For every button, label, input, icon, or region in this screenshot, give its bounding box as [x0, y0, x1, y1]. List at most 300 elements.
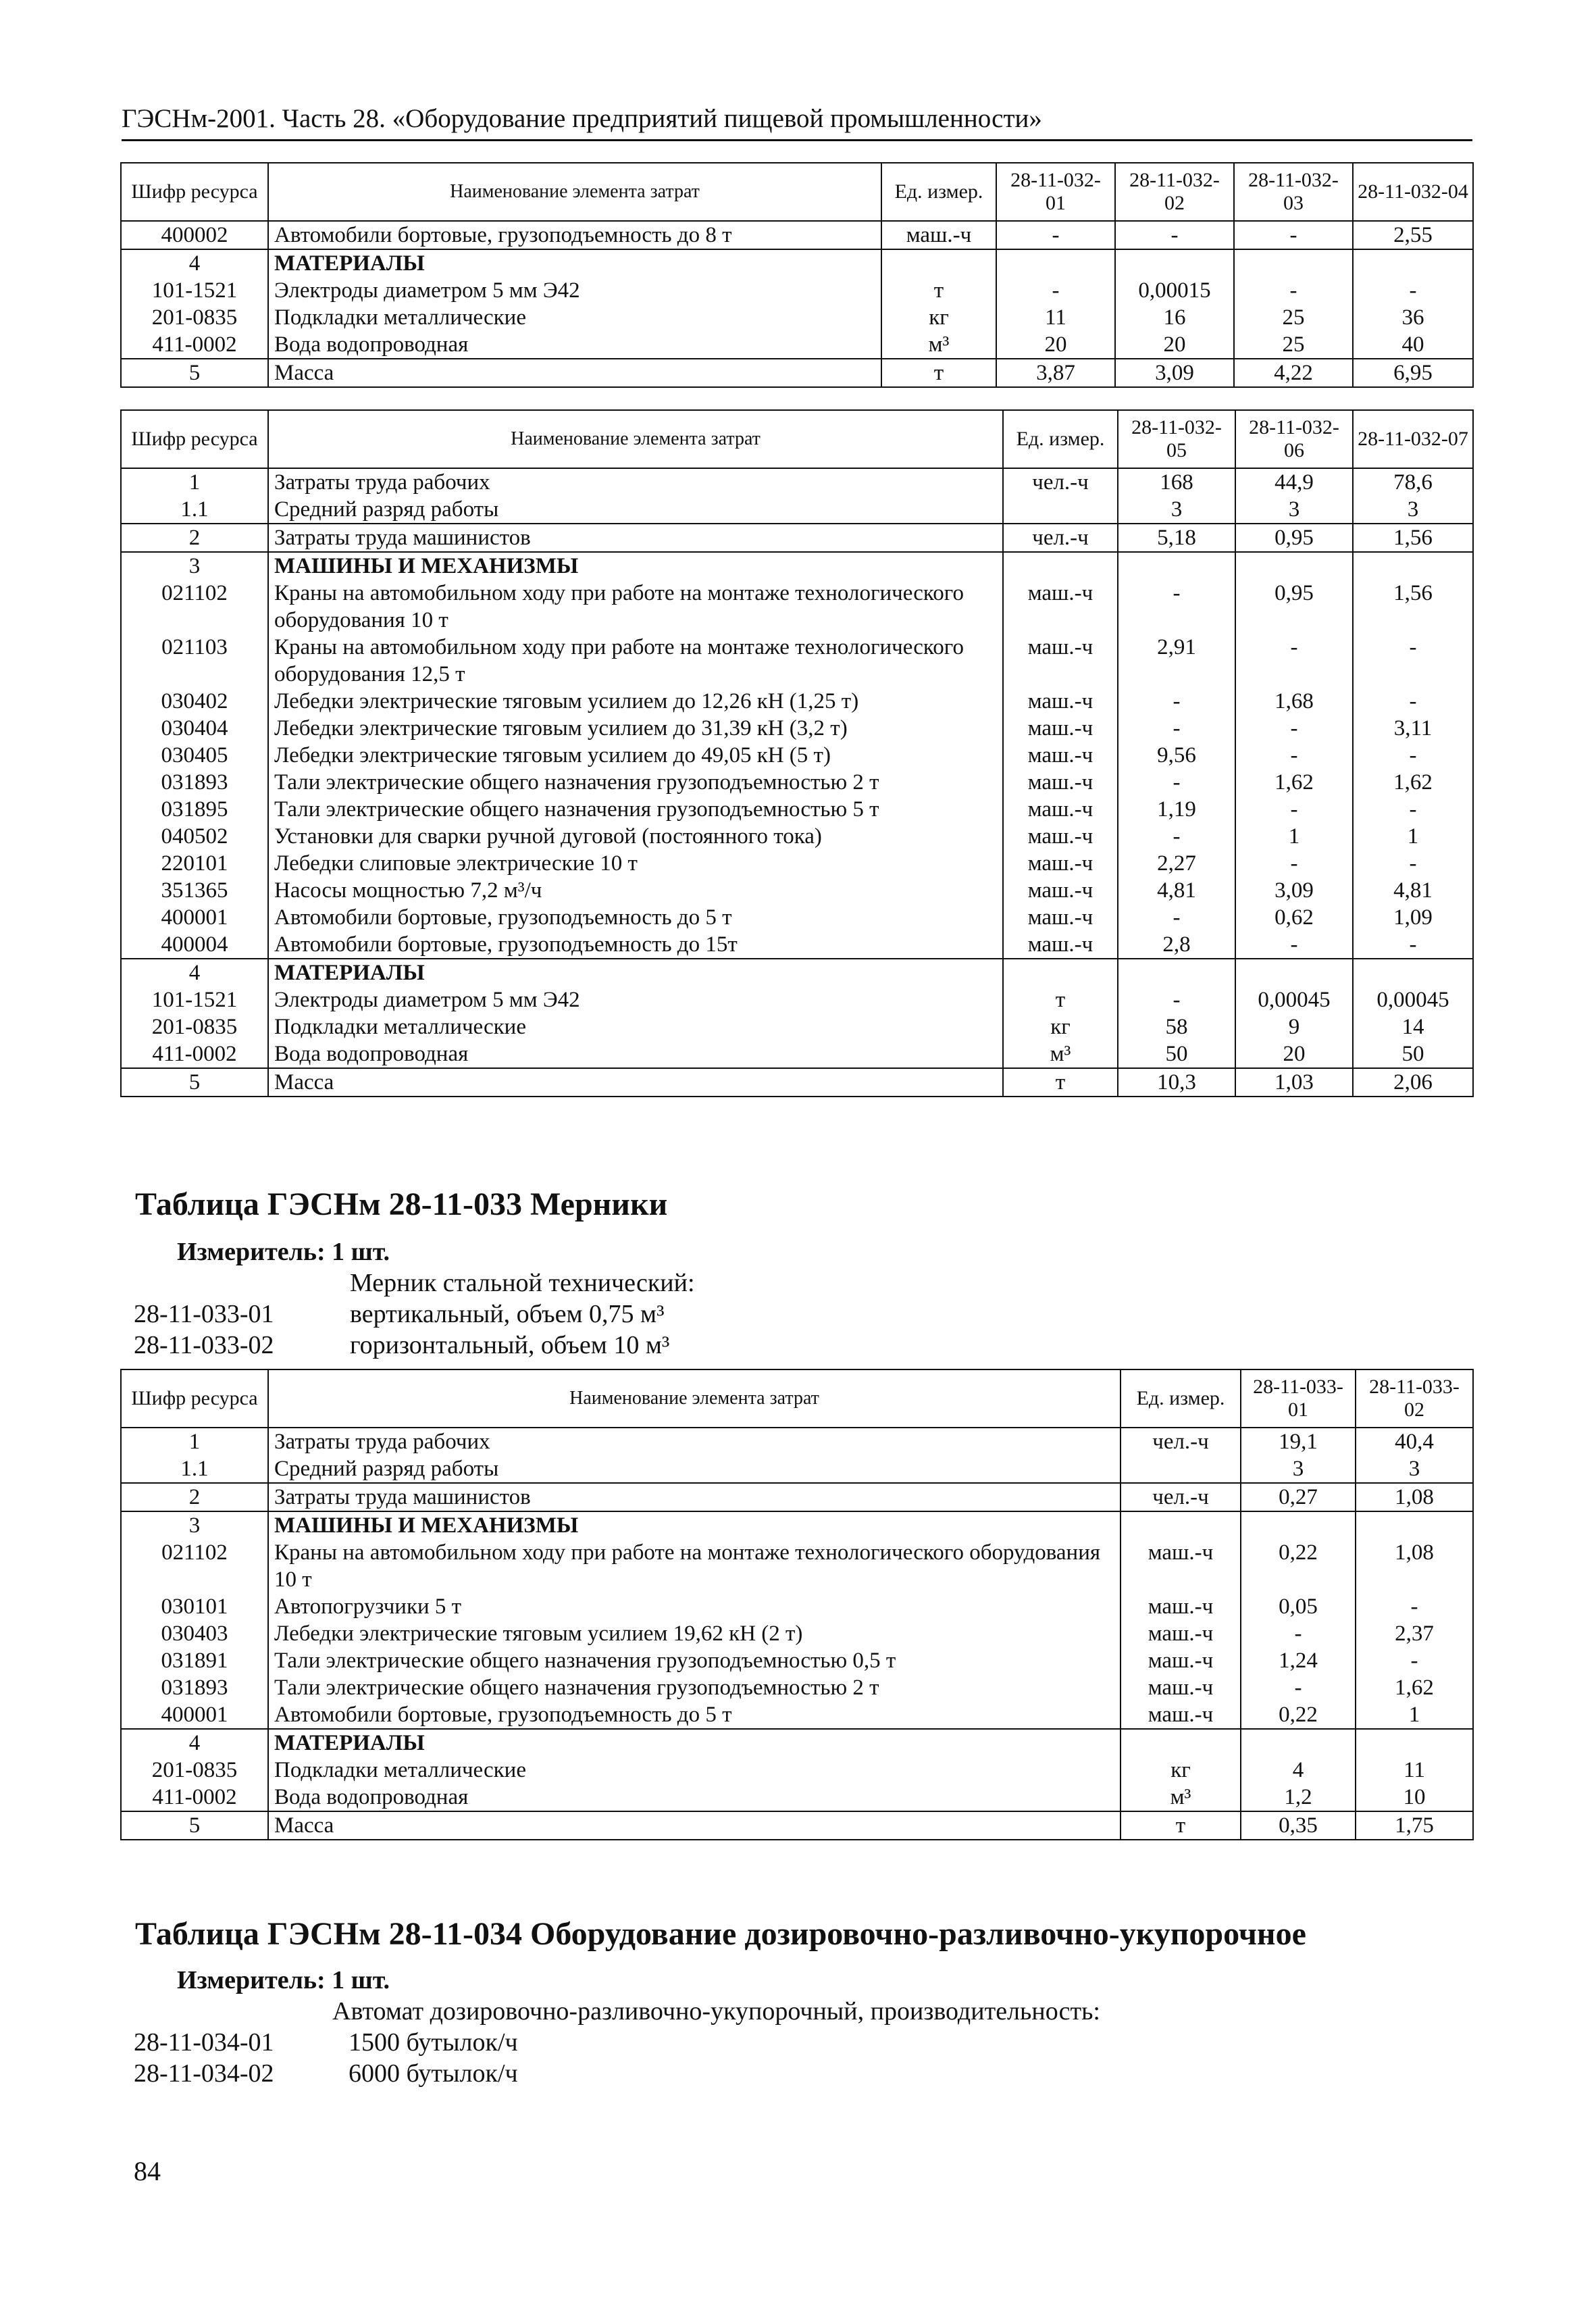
- value-cell: [1356, 1729, 1473, 1757]
- cost-item-name-cell: Подкладки металлические: [268, 304, 881, 331]
- resource-code-cell: 031893: [121, 1674, 268, 1701]
- value-cell: 0,27: [1241, 1483, 1356, 1511]
- resource-code-cell: 5: [121, 359, 268, 387]
- table-row: [121, 1784, 1473, 1811]
- table-row: [121, 1068, 1473, 1097]
- cost-item-name-cell: МАШИНЫ И МЕХАНИЗМЫ: [268, 1511, 1121, 1539]
- cost-item-name-cell: Краны на автомобильном ходу при работе на монтаже технологического оборудования 12,5 т: [268, 634, 1003, 688]
- value-cell: 3,11: [1353, 715, 1473, 742]
- table-034-meter: Измеритель: 1 шт.: [177, 1966, 390, 1994]
- value-cell: 36: [1353, 304, 1473, 331]
- resource-code-cell: 5: [121, 1068, 268, 1097]
- table-row: [121, 769, 1473, 796]
- header-cell: 28-11-032-03: [1234, 163, 1353, 221]
- cost-item-name-cell: Насосы мощностью 7,2 м³/ч: [268, 877, 1003, 904]
- value-cell: -: [1235, 634, 1353, 688]
- unit-cell: маш.-ч: [1121, 1620, 1241, 1647]
- unit-cell: маш.-ч: [1121, 1674, 1241, 1701]
- table-row: [121, 1539, 1473, 1593]
- cost-item-name-cell: Затраты труда рабочих: [268, 468, 1003, 496]
- cost-item-name-cell: Лебедки электрические тяговым усилием до 31,39 кН (3,2 т): [268, 715, 1003, 742]
- value-cell: 20: [996, 331, 1115, 359]
- value-cell: -: [1235, 715, 1353, 742]
- unit-cell: чел.-ч: [1003, 468, 1118, 496]
- value-cell: 50: [1118, 1040, 1235, 1068]
- unit-cell: маш.-ч: [1003, 580, 1118, 634]
- value-cell: [1235, 552, 1353, 580]
- value-cell: [1241, 1511, 1356, 1539]
- unit-cell: [1121, 1729, 1241, 1757]
- unit-cell: маш.-ч: [881, 221, 996, 249]
- value-cell: -: [1118, 715, 1235, 742]
- header-row: [121, 410, 1473, 468]
- table-row: [121, 1811, 1473, 1840]
- value-cell: [1235, 959, 1353, 986]
- value-cell: 1,56: [1353, 524, 1473, 552]
- value-cell: 2,27: [1118, 850, 1235, 877]
- value-cell: -: [1356, 1647, 1473, 1674]
- table-033-meter: Измеритель: 1 шт.: [177, 1238, 390, 1266]
- cost-item-name-cell: МАШИНЫ И МЕХАНИЗМЫ: [268, 552, 1003, 580]
- table-row: [121, 688, 1473, 715]
- table-row: [121, 959, 1473, 986]
- cost-item-name-cell: Средний разряд работы: [268, 1455, 1121, 1483]
- value-cell: -: [1235, 850, 1353, 877]
- cost-item-name-cell: Масса: [268, 1811, 1121, 1840]
- unit-cell: кг: [1121, 1757, 1241, 1784]
- header-cell: Наименование элемента затрат: [268, 163, 881, 221]
- value-cell: 78,6: [1353, 468, 1473, 496]
- value-cell: 0,95: [1235, 580, 1353, 634]
- table-row: [121, 1511, 1473, 1539]
- unit-cell: т: [1121, 1811, 1241, 1840]
- unit-cell: маш.-ч: [1003, 850, 1118, 877]
- cost-item-name-cell: Затраты труда рабочих: [268, 1428, 1121, 1455]
- table-row: [121, 1040, 1473, 1068]
- header-cell: Ед. измер.: [1003, 410, 1118, 468]
- unit-cell: кг: [881, 304, 996, 331]
- header-cell: 28-11-032-04: [1353, 163, 1473, 221]
- value-cell: [1353, 959, 1473, 986]
- value-cell: 0,22: [1241, 1539, 1356, 1593]
- value-cell: 1,24: [1241, 1647, 1356, 1674]
- resource-code-cell: 2: [121, 524, 268, 552]
- unit-cell: маш.-ч: [1121, 1647, 1241, 1674]
- resource-code-cell: 031891: [121, 1647, 268, 1674]
- value-cell: 1,03: [1235, 1068, 1353, 1097]
- value-cell: -: [1234, 221, 1353, 249]
- value-cell: -: [1235, 796, 1353, 823]
- unit-cell: маш.-ч: [1003, 877, 1118, 904]
- resource-code-cell: 101-1521: [121, 277, 268, 304]
- resource-code-cell: 400001: [121, 1701, 268, 1729]
- value-cell: 10: [1356, 1784, 1473, 1811]
- value-cell: -: [996, 221, 1115, 249]
- value-cell: 11: [1356, 1757, 1473, 1784]
- value-cell: -: [1241, 1674, 1356, 1701]
- header-cell: 28-11-032-02: [1115, 163, 1234, 221]
- table-row: [121, 823, 1473, 850]
- resource-code-cell: 030404: [121, 715, 268, 742]
- table-row: [121, 304, 1473, 331]
- value-cell: 2,06: [1353, 1068, 1473, 1097]
- table-row: [121, 468, 1473, 496]
- value-cell: [1353, 249, 1473, 277]
- table-row: [121, 552, 1473, 580]
- value-cell: 0,35: [1241, 1811, 1356, 1840]
- resource-code-cell: 1.1: [121, 496, 268, 524]
- value-cell: 1,75: [1356, 1811, 1473, 1840]
- value-cell: -: [1118, 688, 1235, 715]
- value-cell: 40,4: [1356, 1428, 1473, 1455]
- page-header: ГЭСНм-2001. Часть 28. «Оборудование предприятий пищевой промышленности»: [122, 101, 1472, 141]
- value-cell: -: [1118, 986, 1235, 1013]
- value-cell: 3: [1241, 1455, 1356, 1483]
- value-cell: [1234, 249, 1353, 277]
- header-cell: 28-11-033-01: [1241, 1369, 1356, 1428]
- value-cell: 1,62: [1356, 1674, 1473, 1701]
- table-034-description: Автомат дозировочно-разливочно-укупорочный, производительность:: [332, 1997, 1100, 2026]
- value-cell: -: [1353, 850, 1473, 877]
- value-cell: 14: [1353, 1013, 1473, 1040]
- table-034-item-code: 28-11-034-02: [134, 2059, 274, 2088]
- value-cell: 2,55: [1353, 221, 1473, 249]
- value-cell: 4: [1241, 1757, 1356, 1784]
- cost-item-name-cell: МАТЕРИАЛЫ: [268, 1729, 1121, 1757]
- unit-cell: [1121, 1455, 1241, 1483]
- cost-item-name-cell: Затраты труда машинистов: [268, 1483, 1121, 1511]
- cost-item-name-cell: Электроды диаметром 5 мм Э42: [268, 277, 881, 304]
- value-cell: 25: [1234, 331, 1353, 359]
- cost-item-name-cell: Лебедки электрические тяговым усилием до 12,26 кН (1,25 т): [268, 688, 1003, 715]
- unit-cell: [1121, 1511, 1241, 1539]
- table-row: [121, 249, 1473, 277]
- value-cell: [1353, 552, 1473, 580]
- table-row: [121, 1674, 1473, 1701]
- value-cell: -: [1234, 277, 1353, 304]
- cost-item-name-cell: Краны на автомобильном ходу при работе на монтаже технологического оборудования 10 т: [268, 1539, 1121, 1593]
- value-cell: -: [1118, 904, 1235, 931]
- table-row: [121, 1757, 1473, 1784]
- header-cell: 28-11-032-01: [996, 163, 1115, 221]
- header-cell: Ед. измер.: [881, 163, 996, 221]
- cost-item-name-cell: МАТЕРИАЛЫ: [268, 959, 1003, 986]
- value-cell: 58: [1118, 1013, 1235, 1040]
- value-cell: 0,22: [1241, 1701, 1356, 1729]
- value-cell: 4,81: [1353, 877, 1473, 904]
- table-row: [121, 634, 1473, 688]
- resource-code-cell: 030405: [121, 742, 268, 769]
- resource-code-cell: 3: [121, 1511, 268, 1539]
- value-cell: 50: [1353, 1040, 1473, 1068]
- header-row: [121, 1369, 1473, 1428]
- cost-item-name-cell: Лебедки слиповые электрические 10 т: [268, 850, 1003, 877]
- value-cell: -: [1115, 221, 1234, 249]
- table-033-item-code: 28-11-033-01: [134, 1300, 274, 1328]
- table-row: [121, 1729, 1473, 1757]
- table-row: [121, 524, 1473, 552]
- unit-cell: м³: [1003, 1040, 1118, 1068]
- cost-item-name-cell: Лебедки электрические тяговым усилием до 49,05 кН (5 т): [268, 742, 1003, 769]
- unit-cell: т: [881, 359, 996, 387]
- value-cell: 0,00045: [1235, 986, 1353, 1013]
- value-cell: 2,91: [1118, 634, 1235, 688]
- unit-cell: [1003, 959, 1118, 986]
- header-cell: Шифр ресурса: [121, 1369, 268, 1428]
- resource-code-cell: 400001: [121, 904, 268, 931]
- value-cell: 1: [1353, 823, 1473, 850]
- cost-item-name-cell: Масса: [268, 359, 881, 387]
- value-cell: 1,19: [1118, 796, 1235, 823]
- cost-item-name-cell: Автомобили бортовые, грузоподъемность до 15т: [268, 931, 1003, 959]
- unit-cell: маш.-ч: [1003, 931, 1118, 959]
- value-cell: 0,00015: [1115, 277, 1234, 304]
- value-cell: 5,18: [1118, 524, 1235, 552]
- value-cell: -: [1356, 1593, 1473, 1620]
- table-28-11-033: [120, 1369, 1474, 1840]
- unit-cell: маш.-ч: [1003, 715, 1118, 742]
- page-number: 84: [134, 2156, 161, 2186]
- unit-cell: маш.-ч: [1121, 1539, 1241, 1593]
- header-cell: 28-11-032-07: [1353, 410, 1473, 468]
- resource-code-cell: 2: [121, 1483, 268, 1511]
- table-033-item-text: вертикальный, объем 0,75 м³: [350, 1300, 665, 1328]
- value-cell: -: [1353, 277, 1473, 304]
- unit-cell: чел.-ч: [1003, 524, 1118, 552]
- value-cell: [1118, 959, 1235, 986]
- cost-item-name-cell: Автомобили бортовые, грузоподъемность до 5 т: [268, 904, 1003, 931]
- unit-cell: т: [1003, 1068, 1118, 1097]
- value-cell: 3: [1235, 496, 1353, 524]
- resource-code-cell: 201-0835: [121, 1013, 268, 1040]
- value-cell: 1: [1356, 1701, 1473, 1729]
- header-cell: Наименование элемента затрат: [268, 1369, 1121, 1428]
- resource-code-cell: 220101: [121, 850, 268, 877]
- table-row: [121, 277, 1473, 304]
- resource-code-cell: 1: [121, 1428, 268, 1455]
- unit-cell: м³: [881, 331, 996, 359]
- resource-code-cell: 201-0835: [121, 1757, 268, 1784]
- cost-item-name-cell: Электроды диаметром 5 мм Э42: [268, 986, 1003, 1013]
- table-row: [121, 1620, 1473, 1647]
- table-row: [121, 931, 1473, 959]
- table-row: [121, 221, 1473, 249]
- unit-cell: чел.-ч: [1121, 1428, 1241, 1455]
- value-cell: 3,87: [996, 359, 1115, 387]
- header-cell: Наименование элемента затрат: [268, 410, 1003, 468]
- value-cell: -: [1241, 1620, 1356, 1647]
- resource-code-cell: 400002: [121, 221, 268, 249]
- resource-code-cell: 040502: [121, 823, 268, 850]
- cost-item-name-cell: Средний разряд работы: [268, 496, 1003, 524]
- unit-cell: маш.-ч: [1003, 634, 1118, 688]
- resource-code-cell: 4: [121, 959, 268, 986]
- value-cell: 3,09: [1115, 359, 1234, 387]
- value-cell: -: [1118, 769, 1235, 796]
- table-row: [121, 580, 1473, 634]
- cost-item-name-cell: Автомобили бортовые, грузоподъемность до 5 т: [268, 1701, 1121, 1729]
- resource-code-cell: 021103: [121, 634, 268, 688]
- header-cell: Шифр ресурса: [121, 163, 268, 221]
- cost-item-name-cell: Тали электрические общего назначения грузоподъемностью 5 т: [268, 796, 1003, 823]
- table-row: [121, 1428, 1473, 1455]
- table-row: [121, 796, 1473, 823]
- value-cell: 10,3: [1118, 1068, 1235, 1097]
- resource-code-cell: 411-0002: [121, 1040, 268, 1068]
- value-cell: [1115, 249, 1234, 277]
- value-cell: 4,81: [1118, 877, 1235, 904]
- cost-item-name-cell: Краны на автомобильном ходу при работе на монтаже технологического оборудования 10 т: [268, 580, 1003, 634]
- value-cell: 1,08: [1356, 1483, 1473, 1511]
- resource-code-cell: 400004: [121, 931, 268, 959]
- value-cell: [1241, 1729, 1356, 1757]
- value-cell: [1356, 1511, 1473, 1539]
- value-cell: 20: [1235, 1040, 1353, 1068]
- value-cell: 168: [1118, 468, 1235, 496]
- value-cell: -: [1235, 742, 1353, 769]
- value-cell: 3: [1353, 496, 1473, 524]
- value-cell: 2,37: [1356, 1620, 1473, 1647]
- value-cell: 44,9: [1235, 468, 1353, 496]
- value-cell: 1: [1235, 823, 1353, 850]
- resource-code-cell: 1.1: [121, 1455, 268, 1483]
- cost-item-name-cell: Затраты труда машинистов: [268, 524, 1003, 552]
- resource-code-cell: 3: [121, 552, 268, 580]
- value-cell: -: [1235, 931, 1353, 959]
- cost-item-name-cell: Установки для сварки ручной дуговой (постоянного тока): [268, 823, 1003, 850]
- table-row: [121, 1647, 1473, 1674]
- cost-item-name-cell: Автомобили бортовые, грузоподъемность до 8 т: [268, 221, 881, 249]
- value-cell: 25: [1234, 304, 1353, 331]
- value-cell: 4,22: [1234, 359, 1353, 387]
- header-cell: Ед. измер.: [1121, 1369, 1241, 1428]
- resource-code-cell: 030402: [121, 688, 268, 715]
- table-row: [121, 877, 1473, 904]
- cost-item-name-cell: Тали электрические общего назначения грузоподъемностью 0,5 т: [268, 1647, 1121, 1674]
- cost-item-name-cell: Вода водопроводная: [268, 1040, 1003, 1068]
- cost-item-name-cell: Тали электрические общего назначения грузоподъемностью 2 т: [268, 1674, 1121, 1701]
- table-row: [121, 1013, 1473, 1040]
- resource-code-cell: 030403: [121, 1620, 268, 1647]
- value-cell: [996, 249, 1115, 277]
- value-cell: 1,62: [1235, 769, 1353, 796]
- value-cell: -: [1353, 796, 1473, 823]
- resource-code-cell: 4: [121, 249, 268, 277]
- table-034-item-text: 6000 бутылок/ч: [349, 2059, 518, 2088]
- value-cell: 3: [1356, 1455, 1473, 1483]
- value-cell: 1,68: [1235, 688, 1353, 715]
- value-cell: 16: [1115, 304, 1234, 331]
- unit-cell: маш.-ч: [1003, 796, 1118, 823]
- unit-cell: маш.-ч: [1003, 688, 1118, 715]
- unit-cell: [881, 249, 996, 277]
- value-cell: 19,1: [1241, 1428, 1356, 1455]
- table-28-11-032-part2: [120, 409, 1474, 1097]
- table-033-item-code: 28-11-033-02: [134, 1331, 274, 1359]
- table-034-title: Таблица ГЭСНм 28-11-034 Оборудование дозировочно-разливочно-укупорочное: [135, 1916, 1306, 1952]
- table-033-item-text: горизонтальный, объем 10 м³: [350, 1331, 670, 1359]
- resource-code-cell: 1: [121, 468, 268, 496]
- value-cell: 1,2: [1241, 1784, 1356, 1811]
- table-row: [121, 742, 1473, 769]
- unit-cell: маш.-ч: [1003, 769, 1118, 796]
- table-033-title: Таблица ГЭСНм 28-11-033 Мерники: [135, 1186, 668, 1222]
- header-row: [121, 163, 1473, 221]
- cost-item-name-cell: Лебедки электрические тяговым усилием 19,62 кН (2 т): [268, 1620, 1121, 1647]
- resource-code-cell: 351365: [121, 877, 268, 904]
- cost-item-name-cell: Тали электрические общего назначения грузоподъемностью 2 т: [268, 769, 1003, 796]
- unit-cell: маш.-ч: [1121, 1593, 1241, 1620]
- unit-cell: маш.-ч: [1003, 904, 1118, 931]
- table-row: [121, 331, 1473, 359]
- table-row: [121, 1593, 1473, 1620]
- header-cell: 28-11-032-06: [1235, 410, 1353, 468]
- value-cell: -: [1353, 634, 1473, 688]
- unit-cell: маш.-ч: [1121, 1701, 1241, 1729]
- resource-code-cell: 021102: [121, 580, 268, 634]
- header-cell: 28-11-032-05: [1118, 410, 1235, 468]
- table-033-description: Мерник стальной технический:: [350, 1269, 695, 1297]
- value-cell: -: [1353, 931, 1473, 959]
- unit-cell: т: [881, 277, 996, 304]
- value-cell: 1,62: [1353, 769, 1473, 796]
- value-cell: 11: [996, 304, 1115, 331]
- cost-item-name-cell: Подкладки металлические: [268, 1013, 1003, 1040]
- value-cell: 40: [1353, 331, 1473, 359]
- resource-code-cell: 5: [121, 1811, 268, 1840]
- table-row: [121, 359, 1473, 387]
- value-cell: 1,09: [1353, 904, 1473, 931]
- header-cell: 28-11-033-02: [1356, 1369, 1473, 1428]
- unit-cell: м³: [1121, 1784, 1241, 1811]
- table-034-item-text: 1500 бутылок/ч: [349, 2028, 518, 2057]
- resource-code-cell: 4: [121, 1729, 268, 1757]
- resource-code-cell: 021102: [121, 1539, 268, 1593]
- cost-item-name-cell: Подкладки металлические: [268, 1757, 1121, 1784]
- resource-code-cell: 101-1521: [121, 986, 268, 1013]
- table-row: [121, 715, 1473, 742]
- value-cell: 0,95: [1235, 524, 1353, 552]
- resource-code-cell: 031893: [121, 769, 268, 796]
- table-row: [121, 850, 1473, 877]
- value-cell: -: [1353, 742, 1473, 769]
- value-cell: 0,05: [1241, 1593, 1356, 1620]
- value-cell: 2,8: [1118, 931, 1235, 959]
- value-cell: -: [1353, 688, 1473, 715]
- resource-code-cell: 030101: [121, 1593, 268, 1620]
- value-cell: 6,95: [1353, 359, 1473, 387]
- value-cell: 9: [1235, 1013, 1353, 1040]
- unit-cell: чел.-ч: [1121, 1483, 1241, 1511]
- header-cell: Шифр ресурса: [121, 410, 268, 468]
- value-cell: 1,56: [1353, 580, 1473, 634]
- cost-item-name-cell: МАТЕРИАЛЫ: [268, 249, 881, 277]
- table-row: [121, 986, 1473, 1013]
- value-cell: 9,56: [1118, 742, 1235, 769]
- cost-item-name-cell: Автопогрузчики 5 т: [268, 1593, 1121, 1620]
- table-row: [121, 904, 1473, 931]
- cost-item-name-cell: Масса: [268, 1068, 1003, 1097]
- value-cell: 1,08: [1356, 1539, 1473, 1593]
- value-cell: 20: [1115, 331, 1234, 359]
- table-row: [121, 496, 1473, 524]
- table-28-11-032-part1: [120, 162, 1474, 388]
- value-cell: -: [1118, 580, 1235, 634]
- unit-cell: [1003, 552, 1118, 580]
- unit-cell: [1003, 496, 1118, 524]
- resource-code-cell: 031895: [121, 796, 268, 823]
- resource-code-cell: 201-0835: [121, 304, 268, 331]
